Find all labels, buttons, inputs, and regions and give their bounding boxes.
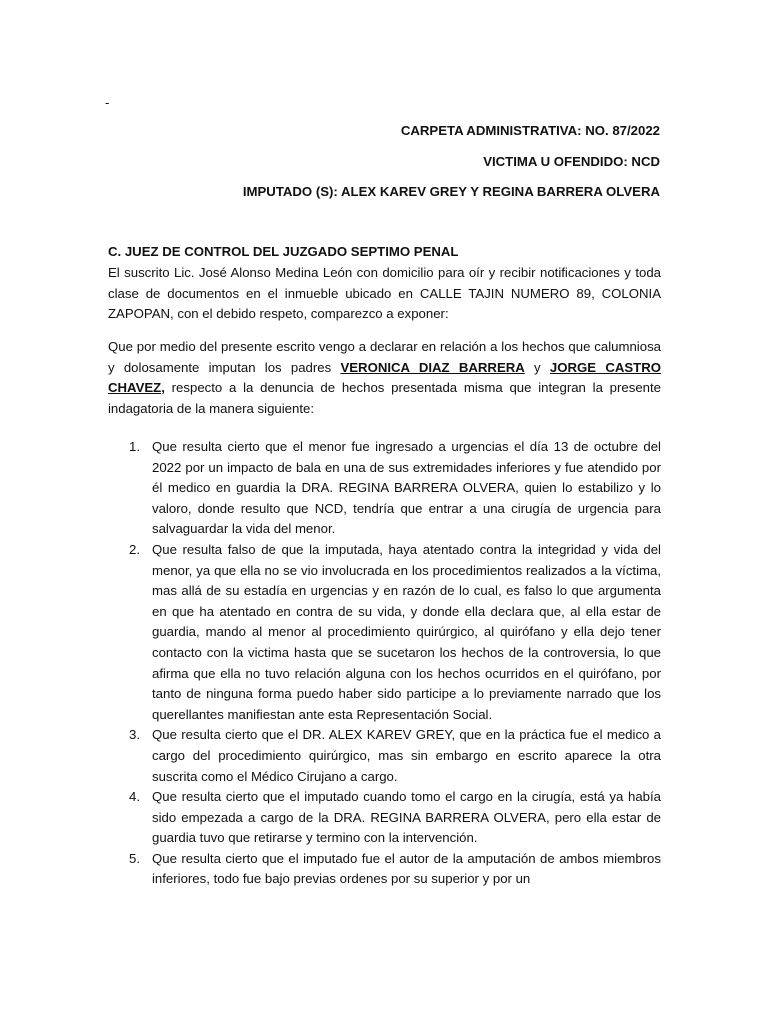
list-item xyxy=(108,849,661,890)
dash-mark: - xyxy=(105,95,110,110)
list-item xyxy=(108,725,661,787)
list-item-number: 1. xyxy=(129,439,140,454)
list-item-text: Que resulta cierto que el imputado cuando tomo el cargo en la cirugía, está ya había sido empezada a cargo de la DRA. REGINA BARRERA OLVERA, pero ella estar de guardia tuvo que retirarse y termino con la intervención. xyxy=(152,789,661,846)
list-item-number: 4. xyxy=(129,789,140,805)
list-item-text: Que resulta cierto que el DR. ALEX KAREV GREY, que en la práctica fue el medico a cargo del procedimiento quirúrgico, mas sin embargo en escrito aparece la otra suscrita como el Médico Cirujano a cargo. xyxy=(152,727,661,784)
statement-conjunction: y xyxy=(524,359,550,375)
victim-line: VICTIMA U OFENDIDO: NCD xyxy=(483,154,660,169)
list-item xyxy=(108,540,661,725)
list-item-number: 5. xyxy=(129,850,140,866)
statement-paragraph xyxy=(108,337,661,419)
list-item xyxy=(108,787,661,849)
statement-lead: Que por medio del presente escrito vengo a declarar en relación a los hechos que calumniosa y dolosamente imputan los padres xyxy=(108,339,661,375)
case-number: CARPETA ADMINISTRATIVA: NO. 87/2022 xyxy=(400,123,660,138)
intro-paragraph: El suscrito Lic. José Alonso Medina León con domicilio para oír y recibir notificaciones y toda clase de documentos en el inmueble ubicado en CALLE TAJIN NUMERO 89, COLONIA ZAPOPAN, con el debido respeto, comparezco a exponer: xyxy=(108,265,661,322)
accused-line: IMPUTADO (S): ALEX KAREV GREY Y REGINA BARRERA OLVERA xyxy=(242,184,660,199)
list-item-text: Que resulta falso de que la imputada, haya atentado contra la integridad y vida del menor, ya que ella no se vio involucrada en los procedimientos realizados a la víctima, mas allá de su estadía en urgencias y en razón de lo cual, es falso lo que argumenta en que ha atentado en contra de su vida, y donde ella declara que, al ella estar de guardia, mando al menor al procedimiento quirúrgico, al quirófano y ella dejo tener contacto con la victima hasta que se sucetaron los hechos de la controversia, lo que afirma que ella no tuvo relación alguna con los hechos ocurridos en el quirófano, por tanto de ninguna forma puedo haber sido participe a lo previamente narrado que los querellantes manifiestan ante esta Representación Social. xyxy=(152,541,661,722)
parent-name-1: VERONICA DIAZ BARRERA xyxy=(340,359,525,375)
addressee-heading: C. JUEZ DE CONTROL DEL JUZGADO SEPTIMO PENAL xyxy=(108,244,459,259)
list-item-text: Que resulta cierto que el imputado fue el autor de la amputación de ambos miembros inferiores, todo fue bajo previas ordenes por su superior y por un xyxy=(152,850,661,887)
list-item-number: 2. xyxy=(129,541,140,557)
list-item-text: Que resulta cierto que el menor fue ingresado a urgencias el día 13 de octubre del 2022 por un impacto de bala en una de sus extremidades inferiores y fue atendido por él medico en guardia la DRA. REGINA BARRERA OLVERA, quien lo estabilizo y lo valoro, donde resulto que NCD, tendría que entrar a una cirugía de urgencia para salvaguardar la vida del menor. xyxy=(152,439,661,537)
parent-name-2: JORGE CASTRO CHAVEZ, xyxy=(108,359,662,396)
statement-tail: respecto a la denuncia de hechos presentada misma que integran la presente indagatoria de la manera siguiente: xyxy=(108,380,661,416)
list-item xyxy=(108,437,661,540)
numbered-list xyxy=(108,437,661,890)
list-item-number: 3. xyxy=(129,727,140,743)
